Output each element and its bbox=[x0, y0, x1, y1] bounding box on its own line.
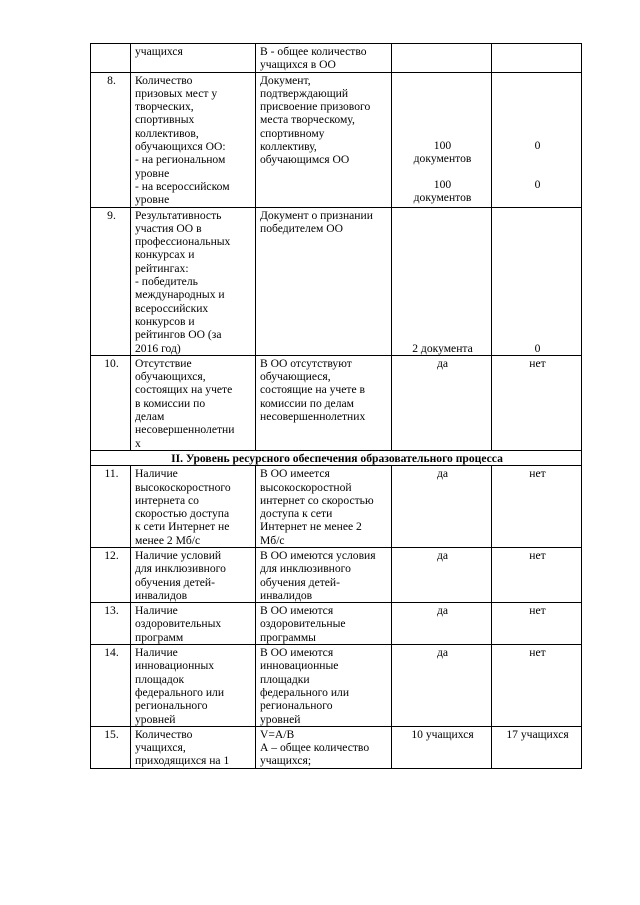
indicator-name-line: - на всероссийском bbox=[135, 179, 230, 193]
plan-value: да bbox=[392, 603, 492, 645]
indicator-name-line: конкурсов и bbox=[135, 314, 195, 328]
row-number: 12. bbox=[91, 547, 131, 602]
indicator-name-line: приходящихся на 1 bbox=[135, 754, 230, 768]
indicator-name-line: призовых мест у bbox=[135, 86, 218, 100]
indicator-name-line: инвалидов bbox=[135, 588, 188, 602]
indicator-name-line: учащихся, bbox=[135, 741, 186, 755]
indicator-name-line: - победитель bbox=[135, 275, 198, 289]
indicator-name-line: высокоскоростного bbox=[135, 480, 231, 494]
indicator-name-line: Наличие bbox=[135, 467, 178, 481]
fact-value: нет bbox=[492, 603, 582, 645]
indicator-name-line: обучающихся, bbox=[135, 370, 206, 384]
indicator-method-line: обучения детей- bbox=[260, 575, 340, 589]
indicator-name bbox=[131, 72, 256, 207]
indicator-name-line: регионального bbox=[135, 699, 208, 713]
indicator-method bbox=[256, 44, 392, 73]
indicator-name-line: уровней bbox=[135, 712, 176, 726]
indicator-name-line: профессиональных bbox=[135, 235, 231, 249]
indicator-name-line: х bbox=[135, 436, 141, 450]
indicator-name bbox=[131, 355, 256, 450]
indicator-name bbox=[131, 726, 256, 768]
row-number: 10. bbox=[91, 355, 131, 450]
indicator-method-line: обучающимся ОО bbox=[260, 153, 350, 167]
indicator-method-line: комиссии по делам bbox=[260, 396, 354, 410]
indicator-name-line: спортивных bbox=[135, 113, 195, 127]
fact-value bbox=[492, 44, 582, 73]
fact-value-line: 0 bbox=[534, 138, 541, 152]
indicator-name bbox=[131, 603, 256, 645]
indicator-method-line: V=A/B bbox=[260, 727, 295, 741]
indicator-name-line: программ bbox=[135, 630, 184, 644]
row-number: 13. bbox=[91, 603, 131, 645]
indicator-method-line: Документ, bbox=[260, 73, 311, 87]
indicator-method bbox=[256, 72, 392, 207]
indicator-method-line: интернет со скоростью bbox=[260, 493, 374, 507]
indicator-name-line: для инклюзивного bbox=[135, 562, 226, 576]
indicator-method-line: победителем ОО bbox=[260, 221, 343, 235]
indicator-method-line: В ОО имеется bbox=[260, 467, 330, 481]
plan-value: да bbox=[392, 466, 492, 548]
fact-value bbox=[492, 72, 582, 207]
indicator-method-line: учащихся в ОО bbox=[260, 58, 336, 72]
indicator-name-line: площадок bbox=[135, 672, 185, 686]
indicator-name-line: 2016 год) bbox=[135, 341, 181, 355]
indicator-name-line: рейтингов ОО (за bbox=[135, 328, 222, 342]
indicator-method-line: уровней bbox=[260, 712, 301, 726]
indicator-name-line: в комиссии по bbox=[135, 396, 206, 410]
indicator-method-line: В ОО имеются условия bbox=[260, 548, 376, 562]
indicator-method-line: оздоровительные bbox=[260, 617, 346, 631]
indicator-method bbox=[256, 547, 392, 602]
indicator-name-line: учащихся bbox=[135, 45, 183, 58]
row-number bbox=[91, 44, 131, 73]
indicator-method bbox=[256, 726, 392, 768]
indicator-name-line: рейтингах: bbox=[135, 261, 189, 275]
table-row bbox=[91, 72, 582, 207]
plan-value-line: 100 bbox=[433, 178, 452, 192]
indicator-name-line: конкурсах и bbox=[135, 248, 195, 262]
table-row bbox=[91, 645, 582, 727]
indicator-name-line: участия ОО в bbox=[135, 221, 202, 235]
indicator-method-line: В ОО отсутствуют bbox=[260, 356, 352, 370]
indicator-method-line: для инклюзивного bbox=[260, 562, 351, 576]
table-row bbox=[91, 603, 582, 645]
fact-value: 0 bbox=[492, 207, 582, 355]
indicator-method-line: В ОО имеются bbox=[260, 646, 334, 660]
indicator-method-line: Мб/с bbox=[260, 533, 285, 547]
indicator-method-line: федерального или bbox=[260, 685, 350, 699]
table-body-bottom bbox=[91, 466, 582, 769]
indicator-method bbox=[256, 603, 392, 645]
plan-value-line: 100 bbox=[433, 138, 452, 152]
indicator-name-line: делам bbox=[135, 410, 165, 424]
indicator-method-line: присвоение призового bbox=[260, 100, 371, 114]
indicator-name-line: творческих, bbox=[135, 100, 194, 114]
indicator-method-line: Интернет не менее 2 bbox=[260, 520, 362, 534]
plan-value: да bbox=[392, 355, 492, 450]
indicator-method bbox=[256, 207, 392, 355]
indicator-name-line: обучающихся ОО: bbox=[135, 140, 226, 154]
indicator-method-line: А – общее количество bbox=[260, 741, 370, 755]
indicator-name-line: состоящих на учете bbox=[135, 383, 233, 397]
table-row bbox=[91, 466, 582, 548]
indicator-name-line: менее 2 Мб/с bbox=[135, 533, 201, 547]
fact-value: нет bbox=[492, 645, 582, 727]
indicator-method-line: коллективу, bbox=[260, 140, 317, 154]
table-row bbox=[91, 355, 582, 450]
indicators-table bbox=[90, 43, 582, 769]
fact-value: нет bbox=[492, 355, 582, 450]
table-row bbox=[91, 207, 582, 355]
indicator-method-line: состоящие на учете в bbox=[260, 383, 365, 397]
indicator-method-line: В ОО имеются bbox=[260, 604, 334, 618]
indicator-name-line: коллективов, bbox=[135, 126, 199, 140]
indicator-name-line: уровне bbox=[135, 166, 170, 180]
indicator-name-line: Наличие условий bbox=[135, 548, 222, 562]
indicator-method-line: обучающиеся, bbox=[260, 370, 331, 384]
indicator-name-line: федерального или bbox=[135, 685, 225, 699]
indicator-name-line: обучения детей- bbox=[135, 575, 215, 589]
plan-value: 2 документа bbox=[392, 207, 492, 355]
indicator-method-line: учащихся; bbox=[260, 754, 312, 768]
indicator-name-line: Отсутствие bbox=[135, 356, 192, 370]
indicator-method bbox=[256, 645, 392, 727]
indicator-method-line: подтверждающий bbox=[260, 86, 349, 100]
indicator-method-line: регионального bbox=[260, 699, 333, 713]
indicator-name-line: Наличие bbox=[135, 604, 178, 618]
indicator-name-line: Количество bbox=[135, 727, 193, 741]
plan-value-line: документов bbox=[413, 191, 472, 205]
section-title: II. Уровень ресурсного обеспечения образовательного процесса bbox=[91, 450, 582, 465]
indicator-method-line: места творческому, bbox=[260, 113, 355, 127]
indicator-name bbox=[131, 207, 256, 355]
indicator-name bbox=[131, 547, 256, 602]
indicator-name bbox=[131, 645, 256, 727]
row-number: 9. bbox=[91, 207, 131, 355]
indicator-method-line: площадки bbox=[260, 672, 310, 686]
section-header bbox=[91, 450, 582, 465]
table-row bbox=[91, 44, 582, 73]
indicator-method-line: высокоскоростной bbox=[260, 480, 352, 494]
row-number: 14. bbox=[91, 645, 131, 727]
table-row bbox=[91, 547, 582, 602]
indicator-method-line: В - общее количество bbox=[260, 45, 367, 58]
indicator-name-line: к сети Интернет не bbox=[135, 520, 230, 534]
indicator-method-line: спортивному bbox=[260, 126, 325, 140]
indicator-name-line: международных и bbox=[135, 288, 225, 302]
indicator-name-line: - на региональном bbox=[135, 153, 226, 167]
table-row bbox=[91, 726, 582, 768]
indicator-method bbox=[256, 355, 392, 450]
indicator-method-line: Документ о признании bbox=[260, 208, 373, 222]
fact-value: 17 учащихся bbox=[492, 726, 582, 768]
indicator-name-line: Результативность bbox=[135, 208, 222, 222]
plan-value: да bbox=[392, 645, 492, 727]
indicator-method-line: доступа к сети bbox=[260, 507, 333, 521]
table-body-top bbox=[91, 44, 582, 451]
indicator-method bbox=[256, 466, 392, 548]
plan-value: 10 учащихся bbox=[392, 726, 492, 768]
fact-value: нет bbox=[492, 547, 582, 602]
row-number: 15. bbox=[91, 726, 131, 768]
plan-value bbox=[392, 72, 492, 207]
row-number: 11. bbox=[91, 466, 131, 548]
fact-value-line: 0 bbox=[534, 177, 541, 191]
indicator-name-line: уровне bbox=[135, 193, 170, 207]
fact-value: нет bbox=[492, 466, 582, 548]
row-number: 8. bbox=[91, 72, 131, 207]
indicator-method-line: инновационные bbox=[260, 659, 339, 673]
indicator-name-line: несовершеннолетни bbox=[135, 423, 235, 437]
indicator-name-line: Наличие bbox=[135, 646, 178, 660]
indicator-method-line: несовершеннолетних bbox=[260, 410, 366, 424]
indicator-name-line: Количество bbox=[135, 73, 193, 87]
indicator-method-line: программы bbox=[260, 630, 316, 644]
indicator-name-line: инновационных bbox=[135, 659, 215, 673]
indicator-name-line: скоростью доступа bbox=[135, 507, 230, 521]
indicator-name-line: интернета со bbox=[135, 493, 199, 507]
indicator-name-line: оздоровительных bbox=[135, 617, 222, 631]
plan-value bbox=[392, 44, 492, 73]
indicator-method-line: инвалидов bbox=[260, 588, 313, 602]
indicator-name bbox=[131, 44, 256, 73]
indicator-name-line: всероссийских bbox=[135, 301, 209, 315]
plan-value: да bbox=[392, 547, 492, 602]
plan-value-line: документов bbox=[413, 151, 472, 165]
indicator-name bbox=[131, 466, 256, 548]
